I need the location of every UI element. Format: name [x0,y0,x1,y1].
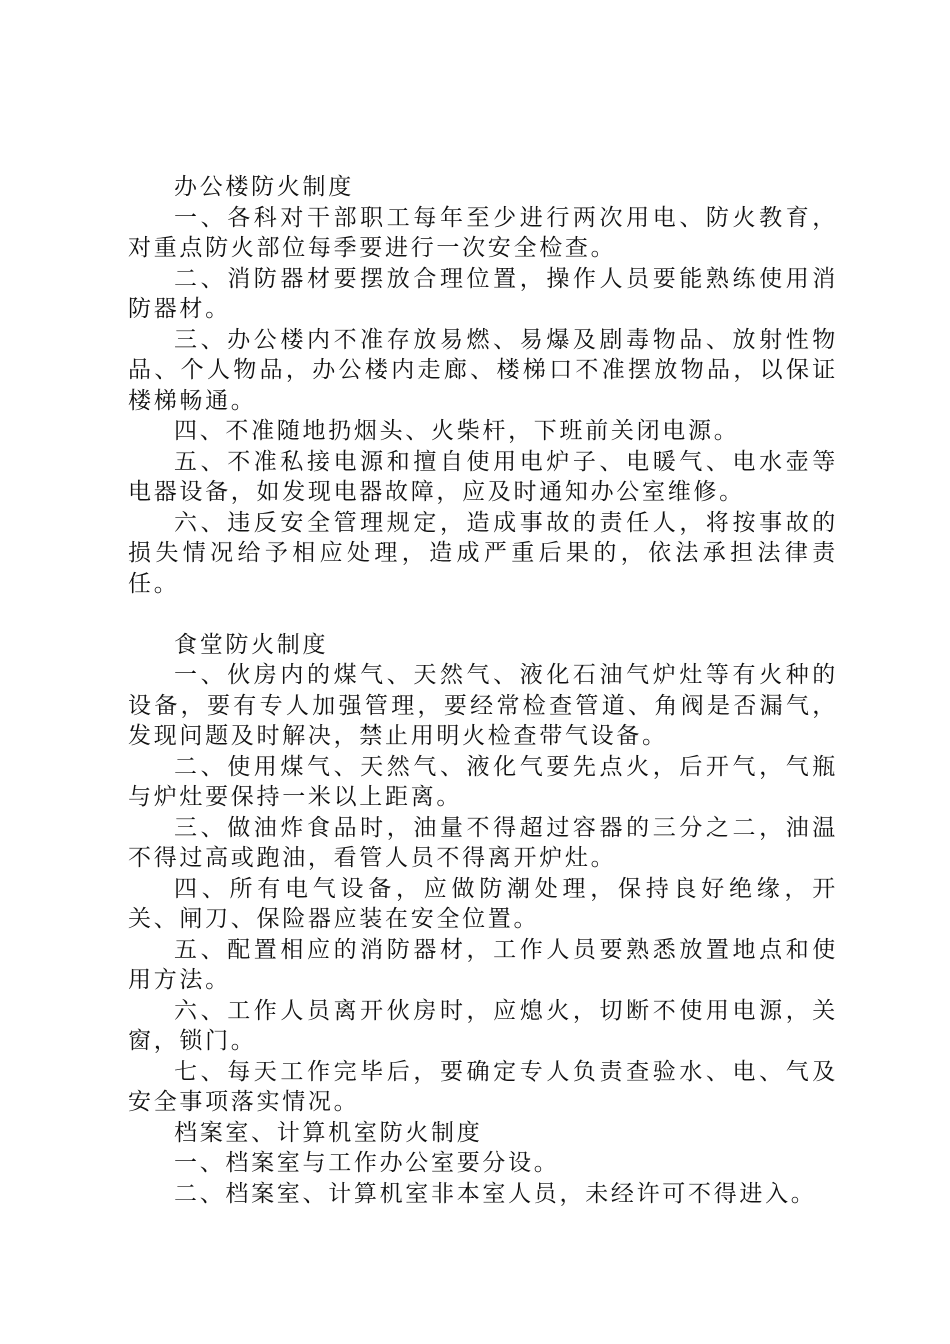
archive-rule-1: 一、档案室与工作办公室要分设。 [174,1150,560,1176]
canteen-rule-5: 五、配置相应的消防器材，工作人员要熟悉放置地点和使用方法。 [128,936,838,993]
office-rule-3: 三、办公楼内不准存放易燃、易爆及剧毒物品、放射性物品、个人物品，办公楼内走廊、楼梯口不准摆放物品，以保证楼梯畅通。 [128,326,838,414]
office-rule-5: 五、不准私接电源和擅自使用电炉子、电暖气、电水壶等电器设备，如发现电器故障，应及时通知办公室维修。 [128,448,838,505]
office-rule-4: 四、不准随地扔烟头、火柴杆，下班前关闭电源。 [174,418,740,444]
canteen-rule-3: 三、做油炸食品时，油量不得超过容器的三分之二，油温不得过高或跑油，看管人员不得离开炉灶。 [128,814,838,871]
canteen-rule-7: 七、每天工作完毕后，要确定专人负责查验水、电、气及安全事项落实情况。 [128,1058,838,1115]
canteen-rule-6: 六、工作人员离开伙房时，应熄火，切断不使用电源，关窗，锁门。 [128,997,838,1054]
canteen-rule-4: 四、所有电气设备，应做防潮处理，保持良好绝缘，开关、闸刀、保险器应装在安全位置。 [128,875,838,932]
section-gap [128,599,838,630]
section-title-office: 办公楼防火制度 [174,174,354,200]
canteen-rule-1: 一、伙房内的煤气、天然气、液化石油气炉灶等有火种的设备，要有专人加强管理，要经常检查管道、角阀是否漏气，发现问题及时解决，禁止用明火检查带气设备。 [128,662,838,749]
section-title-archive: 档案室、计算机室防火制度 [174,1119,483,1146]
archive-rule-2: 二、档案室、计算机室非本室人员，未经许可不得进入。 [174,1180,817,1207]
office-rule-1: 一、各科对干部职工每年至少进行两次用电、防火教育，对重点防火部位每季要进行一次安全检查。 [128,204,838,261]
section-title-canteen: 食堂防火制度 [174,631,329,658]
document-body [128,172,838,1209]
canteen-rule-2: 二、使用煤气、天然气、液化气要先点火，后开气，气瓶与炉灶要保持一米以上距离。 [128,753,838,810]
office-rule-2: 二、消防器材要摆放合理位置，操作人员要能熟练使用消防器材。 [128,265,838,322]
office-rule-6: 六、违反安全管理规定，造成事故的责任人，将按事故的损失情况给予相应处理，造成严重后果的，依法承担法律责任。 [128,509,838,597]
